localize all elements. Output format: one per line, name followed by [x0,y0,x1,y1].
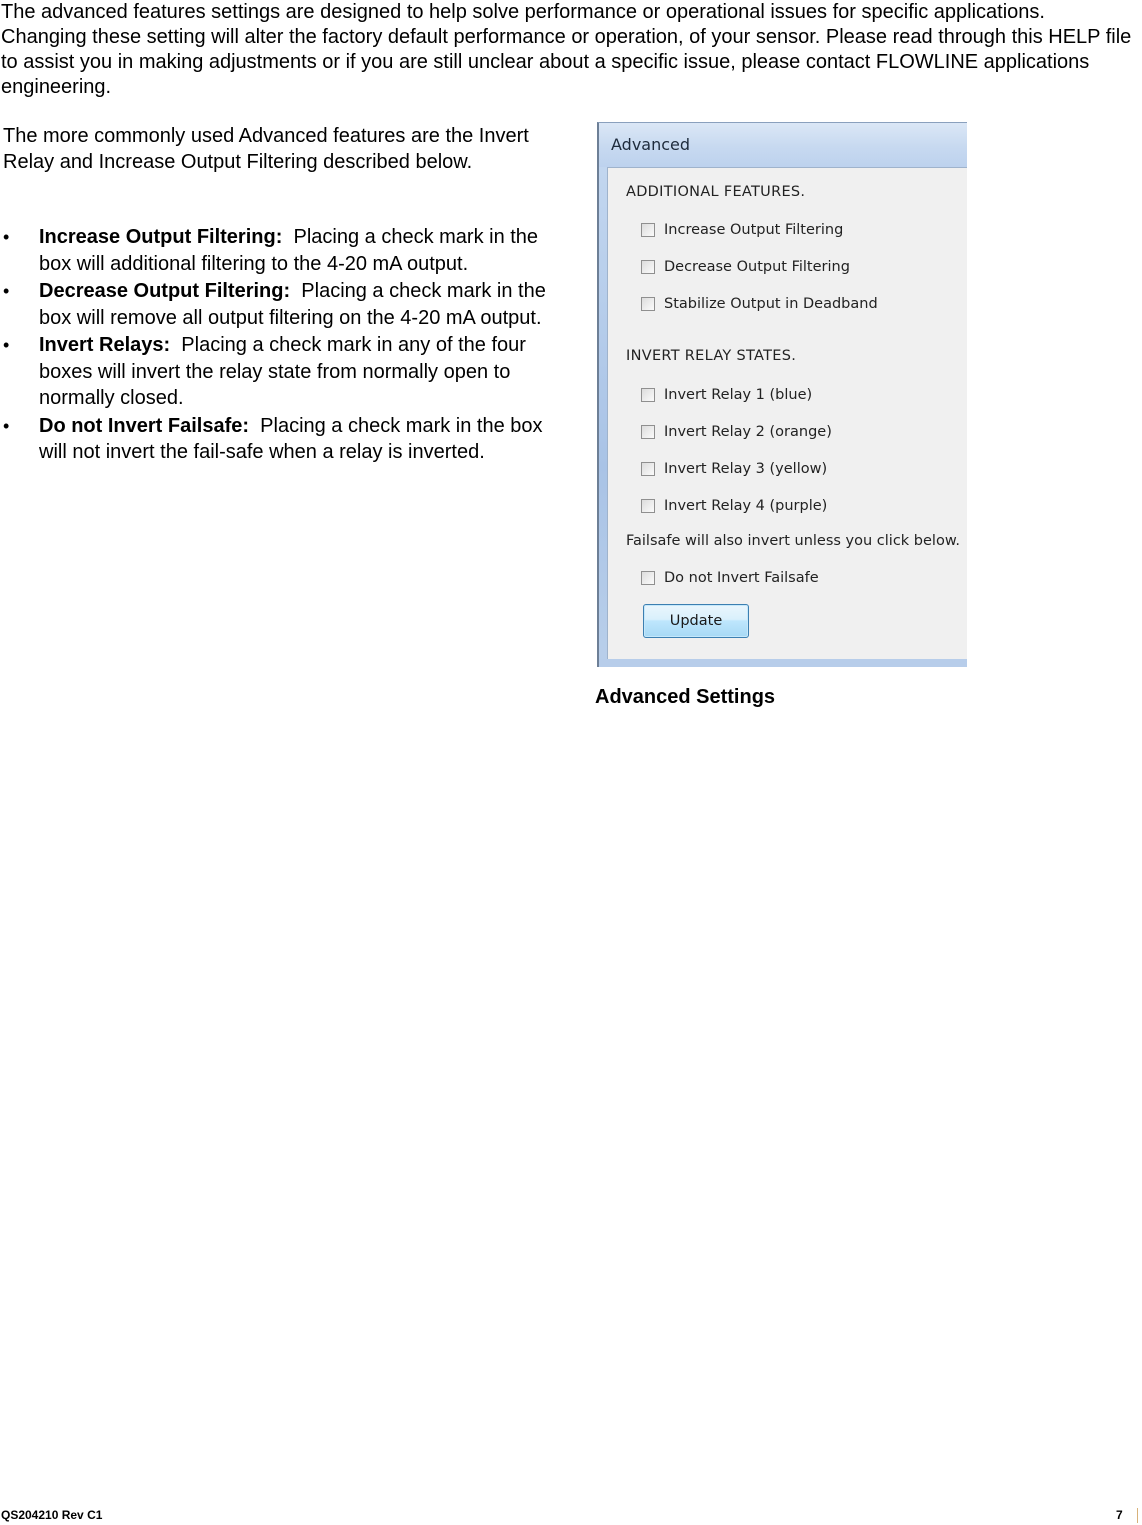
bullet-term: Increase Output Filtering: [39,226,283,248]
invert-relay-4-checkbox[interactable] [641,499,655,513]
feature-list [0,224,570,467]
checkbox-label: Increase Output Filtering [664,222,844,238]
invert-relay-4-option[interactable] [641,496,827,516]
stabilize-output-checkbox[interactable] [641,297,655,311]
do-not-invert-failsafe-checkbox[interactable] [641,571,655,585]
stabilize-output-option[interactable] [641,294,878,314]
invert-relay-3-option[interactable] [641,459,827,479]
decrease-output-filtering-checkbox[interactable] [641,260,655,274]
lead-paragraph: The more commonly used Advanced features are the Invert Relay and Increase Output Filtering described below. [3,125,529,173]
bullet-text: Placing a check mark in any of the four boxes will invert the relay state from normally open to normally closed. [39,334,526,409]
additional-features-heading: ADDITIONAL FEATURES. [626,184,806,200]
bullet-term: Invert Relays: [39,334,171,356]
dialog-frame-bottom [599,659,967,667]
list-item [0,278,570,331]
invert-relay-2-checkbox[interactable] [641,425,655,439]
bullet-term: Do not Invert Failsafe: [39,414,250,437]
dialog-titlebar[interactable] [599,123,967,167]
dialog-client-area [607,167,967,659]
figure-caption: Advanced Settings [595,686,776,708]
intro-paragraph: The advanced features settings are designed to help solve performance or operational issues for specific applications. Changing these setting will alter the factory default performance or operation, of your sensor. Please read through this HELP file to assist you in making adjustments or if you are still unclear about a specific issue, please contact FLOWLINE applications engineering. [1,1,1132,98]
invert-relay-3-checkbox[interactable] [641,462,655,476]
dialog-frame-left [599,167,607,667]
failsafe-note: Failsafe will also invert unless you click below. [626,533,960,549]
checkbox-label: Invert Relay 1 (blue) [664,387,813,403]
bullet-icon: • [3,227,10,247]
do-not-invert-failsafe-option[interactable] [641,568,819,588]
footer-divider [1137,1508,1138,1523]
checkbox-label: Decrease Output Filtering [664,259,850,275]
invert-relay-1-checkbox[interactable] [641,388,655,402]
footer-page-number: 7 [1116,1508,1123,1522]
bullet-icon: • [3,415,10,436]
update-button[interactable]: Update [643,604,749,638]
list-item [0,413,570,466]
invert-relay-heading: INVERT RELAY STATES. [626,348,797,364]
bullet-text: Placing a check mark in the box will additional filtering to the 4-20 mA output. [39,226,539,275]
advanced-dialog [597,122,967,667]
bullet-term: Decrease Output Filtering: [39,280,291,302]
checkbox-label: Invert Relay 4 (purple) [664,498,828,514]
increase-output-filtering-option[interactable] [641,220,843,240]
dialog-title: Advanced [611,135,691,154]
bullet-text: Placing a check mark in the box will remove all output filtering on the 4-20 mA output. [39,280,546,329]
decrease-output-filtering-option[interactable] [641,257,850,277]
bullet-text: Placing a check mark in the box will not invert the fail-safe when a relay is inverted. [39,414,543,463]
invert-relay-2-option[interactable] [641,422,832,442]
checkbox-label: Do not Invert Failsafe [664,570,819,586]
checkbox-label: Invert Relay 3 (yellow) [664,461,828,477]
increase-output-filtering-checkbox[interactable] [641,223,655,237]
list-item [0,332,570,412]
list-item [0,224,570,277]
checkbox-label: Stabilize Output in Deadband [664,296,878,312]
bullet-icon: • [3,335,10,355]
footer-doc-id: QS204210 Rev C1 [1,1508,103,1522]
bullet-icon: • [3,281,10,301]
checkbox-label: Invert Relay 2 (orange) [664,424,832,440]
invert-relay-1-option[interactable] [641,385,812,405]
